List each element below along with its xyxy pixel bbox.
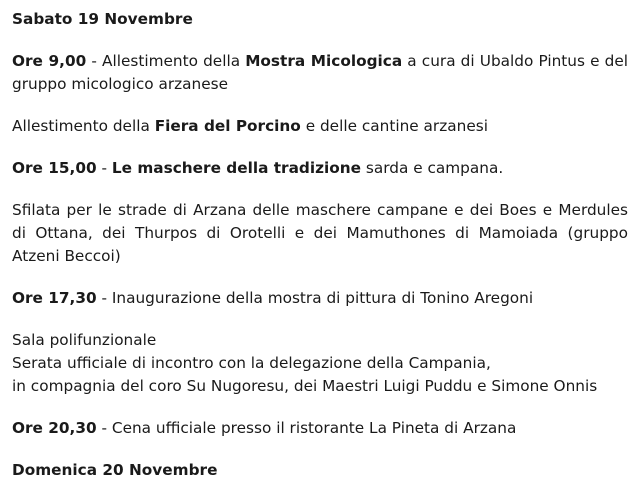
event-program (12, 8, 628, 482)
time-label: Ore 9,00 (12, 52, 87, 70)
program-item-9-00: Ore 9,00 - Allestimento della Mostra Micologica a cura di Ubaldo Pintus e del gruppo micologico arzanese (12, 52, 628, 93)
program-item-sala: Sala polifunzionale Serata ufficiale di incontro con la delegazione della Campania, in compagnia del coro Su Nugoresu, dei Maestri Luigi Puddu e Simone Onnis (12, 331, 598, 395)
highlight-text: Le maschere della tradizione (111, 159, 362, 177)
time-label: Ore 17,30 (12, 289, 97, 307)
day-heading-sunday: Domenica 20 Novembre (12, 461, 218, 479)
time-label: Ore 15,00 (12, 159, 97, 177)
day-heading-saturday: Sabato 19 Novembre (12, 10, 193, 28)
time-label: Ore 20,30 (12, 419, 97, 437)
highlight-text: Fiera del Porcino (154, 117, 301, 135)
program-item-sfilata: Sfilata per le strade di Arzana delle maschere campane e dei Boes e Merdules di Ottana, dei Thurpos di Orotelli e dei Mamuthones di Mamoiada (gruppo Atzeni Beccoi) (12, 201, 628, 265)
program-item-fiera: Allestimento della Fiera del Porcino e delle cantine arzanesi (12, 117, 488, 135)
highlight-text: Mostra Micologica (245, 52, 403, 70)
program-item-20-30: Ore 20,30 - Cena ufficiale presso il ristorante La Pineta di Arzana (12, 419, 517, 437)
program-item-15-00: Ore 15,00 - Le maschere della tradizione sarda e campana. (12, 159, 504, 177)
program-item-17-30: Ore 17,30 - Inaugurazione della mostra di pittura di Tonino Aregoni (12, 289, 534, 307)
